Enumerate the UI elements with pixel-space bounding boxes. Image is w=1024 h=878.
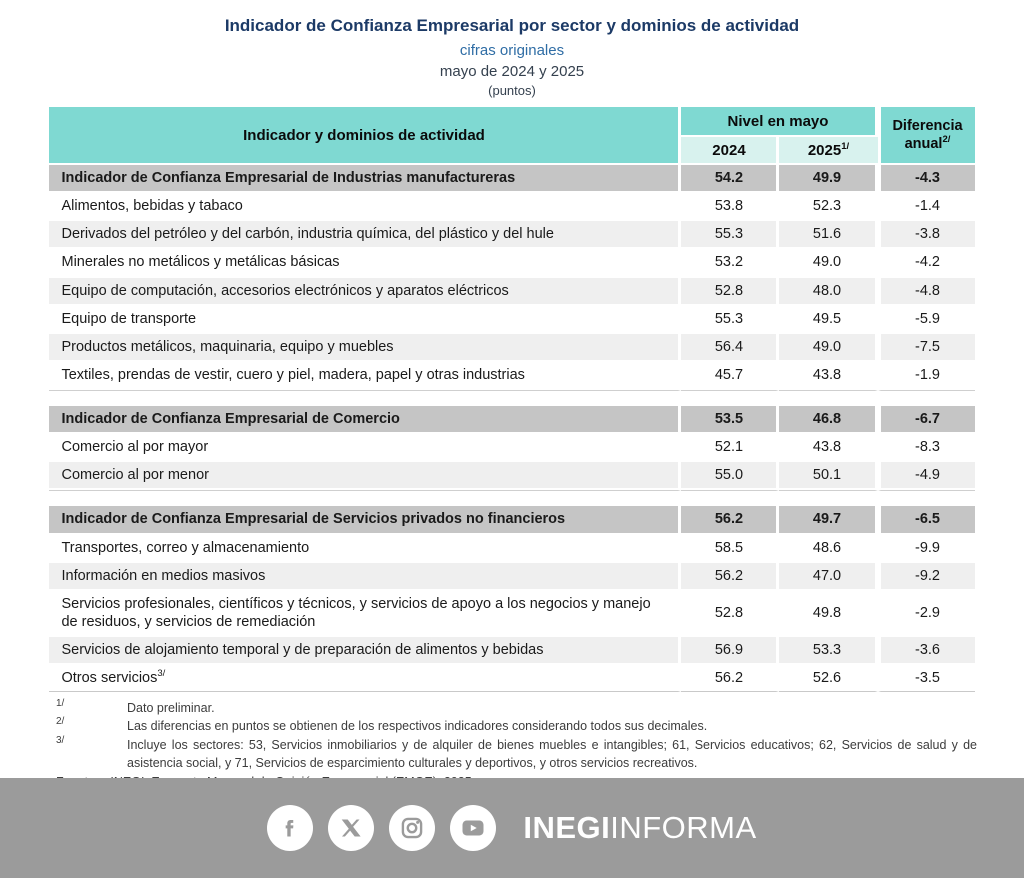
value-diff: -3.8 xyxy=(878,221,975,249)
value-2024: 56.2 xyxy=(681,563,779,591)
spacer-cell xyxy=(779,490,877,506)
table-row xyxy=(49,563,974,591)
row-label: Indicador de Confianza Empresarial de Comercio xyxy=(49,406,681,434)
footnote-3-text: Incluye los sectores: 53, Servicios inmobiliarios y de alquiler de bienes muebles e intangibles; 61, Servicios educativos; 62, Servicios de salud y de asistencia social, y 71, Servicios de esparcimiento culturales y deportivos, y otros servicios recreativos. xyxy=(127,737,977,770)
value-2025: 49.9 xyxy=(779,165,877,193)
footnote-2-text: Las diferencias en puntos se obtienen de los respectivos indicadores considerando todos sus decimales. xyxy=(127,719,708,734)
value-diff: -4.8 xyxy=(878,278,975,306)
row-label: Minerales no metálicos y metálicas básicas xyxy=(49,249,681,277)
value-2025: 49.0 xyxy=(779,334,877,362)
instagram-icon[interactable] xyxy=(389,805,435,851)
section-row xyxy=(49,506,974,534)
value-diff: -3.6 xyxy=(878,637,975,665)
col-header-diferencia-anual xyxy=(878,107,975,165)
spacer-cell xyxy=(681,490,779,506)
row-label: Comercio al por mayor xyxy=(49,434,681,462)
spacer-cell xyxy=(49,390,681,406)
year-2025-label: 2025 xyxy=(807,141,842,159)
value-2025: 49.5 xyxy=(779,306,877,334)
table-row xyxy=(49,278,974,306)
value-2025: 48.0 xyxy=(779,278,877,306)
value-diff: -9.9 xyxy=(878,535,975,563)
table-row xyxy=(49,334,974,362)
value-2025: 51.6 xyxy=(779,221,877,249)
value-2024: 56.9 xyxy=(681,637,779,665)
section-row xyxy=(49,406,974,434)
row-label: Equipo de transporte xyxy=(49,306,681,334)
table-row xyxy=(49,591,974,637)
col-header-nivel-en-mayo: Nivel en mayo xyxy=(681,107,877,137)
brand-inegi: INEGI xyxy=(523,810,611,845)
row-label: Otros servicios$^{3/}$ xyxy=(49,665,681,692)
value-2025: 47.0 xyxy=(779,563,877,591)
value-diff: -4.9 xyxy=(878,462,975,490)
value-2025: 49.7 xyxy=(779,506,877,534)
table-row xyxy=(49,306,974,334)
table-row xyxy=(49,434,974,462)
value-2024: 56.2 xyxy=(681,665,779,692)
value-2024: 45.7 xyxy=(681,362,779,390)
value-diff: -9.2 xyxy=(878,563,975,591)
value-2024: 54.2 xyxy=(681,165,779,193)
spacer-cell xyxy=(878,390,975,406)
value-2025: 43.8 xyxy=(779,362,877,390)
value-2024: 53.5 xyxy=(681,406,779,434)
value-diff: -6.5 xyxy=(878,506,975,534)
table-body xyxy=(49,165,974,692)
spacer-cell xyxy=(681,390,779,406)
value-2025: 48.6 xyxy=(779,535,877,563)
row-label: Textiles, prendas de vestir, cuero y piel, madera, papel y otras industrias xyxy=(49,362,681,390)
confidence-table xyxy=(49,107,974,692)
inegi-informa-wordmark xyxy=(523,810,756,846)
row-label: Indicador de Confianza Empresarial de Industrias manufactureras xyxy=(49,165,681,193)
spacer-row xyxy=(49,490,974,506)
footnote-1-marker: 1/ xyxy=(56,698,65,710)
value-2025: 49.8 xyxy=(779,591,877,637)
spacer-cell xyxy=(779,390,877,406)
value-2024: 53.2 xyxy=(681,249,779,277)
value-2024: 55.3 xyxy=(681,306,779,334)
row-label-footnote-ref: 3/ xyxy=(157,668,166,680)
table-row xyxy=(49,637,974,665)
footnote-1 xyxy=(47,699,977,717)
footnote-3 xyxy=(47,736,977,772)
table-row xyxy=(49,362,974,390)
value-2024: 53.8 xyxy=(681,193,779,221)
spacer-cell xyxy=(49,490,681,506)
value-2025: 46.8 xyxy=(779,406,877,434)
value-diff: -5.9 xyxy=(878,306,975,334)
footnote-2 xyxy=(47,717,977,735)
units-label: (puntos) xyxy=(488,83,536,98)
row-label: Comercio al por menor xyxy=(49,462,681,490)
value-2024: 55.3 xyxy=(681,221,779,249)
footnote-2-marker: 2/ xyxy=(56,716,65,728)
diff-header-line1: Diferencia xyxy=(892,117,963,134)
header-row-top xyxy=(49,107,974,137)
brand-informa: INFORMA xyxy=(610,810,757,845)
youtube-icon[interactable] xyxy=(450,805,496,851)
title-block xyxy=(0,0,1024,98)
table-row xyxy=(49,665,974,692)
col-header-2024: 2024 xyxy=(681,137,779,165)
value-2025: 50.1 xyxy=(779,462,877,490)
col-header-indicator: Indicador y dominios de actividad xyxy=(49,107,681,165)
value-2024: 52.8 xyxy=(681,278,779,306)
value-diff: -4.3 xyxy=(878,165,975,193)
value-diff: -7.5 xyxy=(878,334,975,362)
value-2024: 56.4 xyxy=(681,334,779,362)
value-2025: 53.3 xyxy=(779,637,877,665)
footnote-3-marker: 3/ xyxy=(56,734,65,746)
row-label: Equipo de computación, accesorios electrónicos y aparatos eléctricos xyxy=(49,278,681,306)
footer-bar xyxy=(0,778,1024,878)
page-title: Indicador de Confianza Empresarial por sector y dominios de actividad xyxy=(224,16,800,35)
row-label: Transportes, correo y almacenamiento xyxy=(49,535,681,563)
value-diff: -1.9 xyxy=(878,362,975,390)
value-diff: -3.5 xyxy=(878,665,975,692)
diff-header-line2: anual xyxy=(904,136,943,152)
spacer-row xyxy=(49,390,974,406)
value-2024: 56.2 xyxy=(681,506,779,534)
col-header-2025 xyxy=(779,137,877,165)
value-2024: 55.0 xyxy=(681,462,779,490)
value-2024: 52.1 xyxy=(681,434,779,462)
table-row xyxy=(49,462,974,490)
value-2025: 49.0 xyxy=(779,249,877,277)
value-2025: 52.3 xyxy=(779,193,877,221)
value-diff: -1.4 xyxy=(878,193,975,221)
year-2025-footnote-ref: 1/ xyxy=(841,140,850,152)
subtitle: cifras originales xyxy=(459,42,565,59)
diff-header-footnote-ref: 2/ xyxy=(942,134,951,146)
table-row xyxy=(49,535,974,563)
value-diff: -6.7 xyxy=(878,406,975,434)
x-icon[interactable] xyxy=(328,805,374,851)
row-label: Alimentos, bebidas y tabaco xyxy=(49,193,681,221)
row-label: Servicios de alojamiento temporal y de preparación de alimentos y bebidas xyxy=(49,637,681,665)
table-row xyxy=(49,249,974,277)
row-label: Productos metálicos, maquinaria, equipo y muebles xyxy=(49,334,681,362)
value-2024: 52.8 xyxy=(681,591,779,637)
value-2025: 43.8 xyxy=(779,434,877,462)
row-label: Derivados del petróleo y del carbón, industria química, del plástico y del hule xyxy=(49,221,681,249)
period-label: mayo de 2024 y 2025 xyxy=(439,63,585,80)
value-diff: -8.3 xyxy=(878,434,975,462)
footnote-1-text: Dato preliminar. xyxy=(127,701,215,716)
row-label: Indicador de Confianza Empresarial de Servicios privados no financieros xyxy=(49,506,681,534)
row-label: Información en medios masivos xyxy=(49,563,681,591)
table-row xyxy=(49,221,974,249)
spacer-cell xyxy=(878,490,975,506)
value-diff: -4.2 xyxy=(878,249,975,277)
facebook-icon[interactable] xyxy=(267,805,313,851)
section-row xyxy=(49,165,974,193)
table-row xyxy=(49,193,974,221)
value-diff: -2.9 xyxy=(878,591,975,637)
value-2024: 58.5 xyxy=(681,535,779,563)
value-2025: 52.6 xyxy=(779,665,877,692)
row-label: Servicios profesionales, científicos y técnicos, y servicios de apoyo a los negocios y manejo de residuos, y servicios de remediación xyxy=(49,591,681,637)
